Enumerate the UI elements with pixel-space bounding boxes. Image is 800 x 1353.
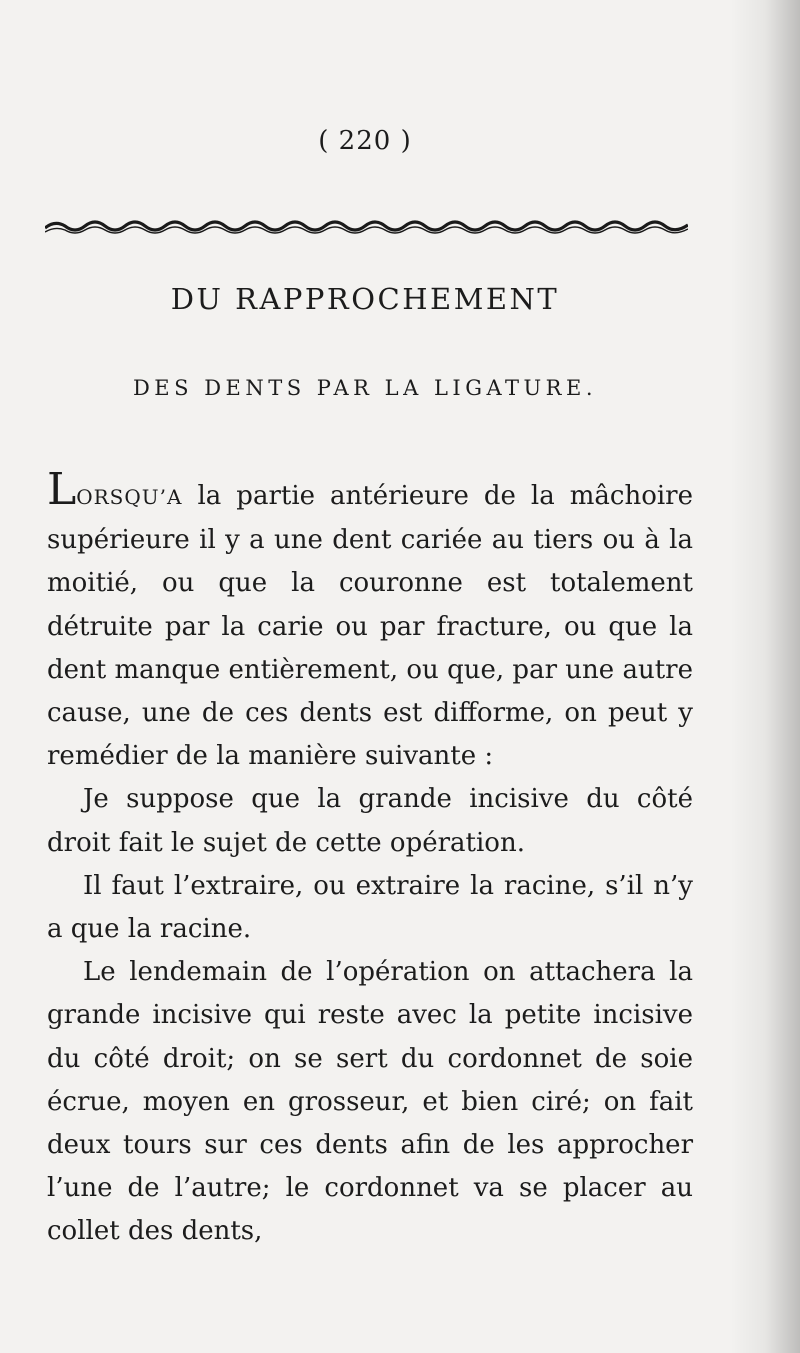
body-text [47,464,693,1254]
opening-text: la partie antérieure de la mâchoire supérieure il y a une dent cariée au tiers ou à la moitié, ou que la couronne est totalement détruite par la carie ou par fracture, ou que la dent manque entièrement, ou que, par une autre cause, une de ces dents est difforme, on peut y remédier de la manière suivante : [47,481,693,772]
page-edge-shadow [730,0,800,1353]
chapter-title: DU RAPPROCHEMENT [170,282,560,316]
paragraph: Il faut l’extraire, ou extraire la racine, s’il n’y a que la racine. [47,870,693,945]
opening-small-caps: ORSQU’A [76,485,183,509]
paragraph: Le lendemain de l’opération on attachera la grande incisive qui reste avec la petite incisive du côté droit; on se sert du cordonnet de soie écrue, moyen en grosseur, et bien ciré; on fait deux tours sur ces dents afin de les approcher l’une de l’autre; le cordonnet va se placer au collet des dents, [47,957,693,1247]
paragraph: Je suppose que la grande incisive du côté droit fait le sujet de cette opération. [47,784,693,858]
chapter-subtitle: DES DENTS PAR LA LIGATURE. [132,376,598,400]
opening-paragraph [47,464,693,778]
wavy-rule-ornament [45,212,688,240]
drop-cap: L [47,464,77,515]
page-number: ( 220 ) [318,126,412,156]
